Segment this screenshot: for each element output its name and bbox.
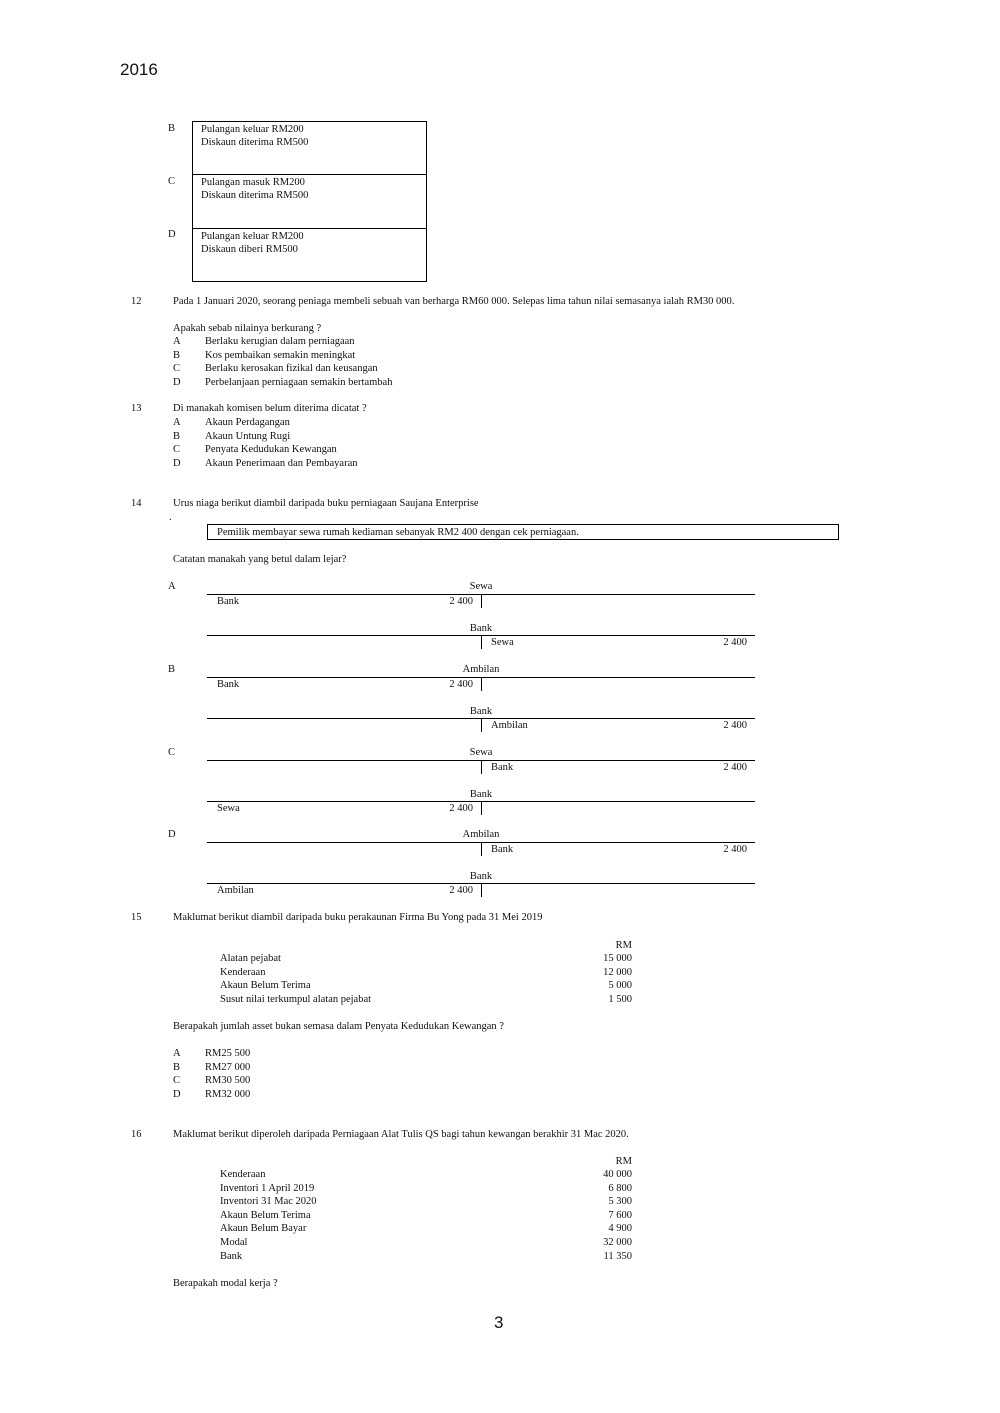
option-text: Berlaku kerugian dalam perniagaan xyxy=(205,336,355,347)
q14-option-a-letter: A xyxy=(168,581,176,592)
q15-question: Berapakah jumlah asset bukan semasa dalam Penyata Kedudukan Kewangan ? xyxy=(173,1021,504,1032)
q16-item-amount: 5 300 xyxy=(608,1196,632,1208)
q12-option-d[interactable] xyxy=(173,376,392,390)
option-text: Akaun Untung Rugi xyxy=(205,430,291,442)
ledger-account-title: Bank xyxy=(469,871,493,882)
q15-text: Maklumat berikut diambil daripada buku perakaunan Firma Bu Yong pada 31 Mei 2019 xyxy=(173,912,543,923)
q16-item-label: Kenderaan xyxy=(220,1169,266,1180)
ledger-divider xyxy=(481,884,482,897)
option-text: Penyata Kedudukan Kewangan xyxy=(205,444,337,456)
q14-dot: . xyxy=(169,512,172,523)
q11-option-c-letter: C xyxy=(168,176,176,187)
q16-currency-header: RM xyxy=(615,1156,632,1167)
ledger-divider xyxy=(481,761,482,774)
q13-question: Di manakah komisen belum diterima dicatat ? xyxy=(173,403,367,414)
q14-option-b-letter: B xyxy=(168,664,176,675)
q16-item-label: Inventori 31 Mac 2020 xyxy=(220,1196,317,1208)
option-text: Akaun Perdagangan xyxy=(205,417,290,428)
option-text: RM30 500 xyxy=(205,1075,251,1087)
ledger-debit-label: Sewa xyxy=(217,803,240,814)
q16-number: 16 xyxy=(131,1129,142,1140)
option-text: RM27 000 xyxy=(205,1061,251,1073)
option-text: Kos pembaikan semakin meningkat xyxy=(205,349,356,361)
q11-option-c-line2: Diskaun diterima RM500 xyxy=(201,190,309,201)
ledger-credit-amount: 2 400 xyxy=(723,762,747,773)
q15-currency-header: RM xyxy=(615,940,632,951)
q14-option-d-letter: D xyxy=(168,829,176,840)
ledger-account-title: Bank xyxy=(469,706,493,717)
q13-number: 13 xyxy=(131,403,142,414)
q15-item-label: Kenderaan xyxy=(220,966,266,978)
option-letter: C xyxy=(173,363,181,375)
option-text: RM25 500 xyxy=(205,1048,251,1059)
q15-item-label: Alatan pejabat xyxy=(220,953,281,964)
ledger-account-title: Ambilan xyxy=(462,829,500,840)
ledger-credit-label: Ambilan xyxy=(491,720,528,731)
ledger-account-title: Ambilan xyxy=(462,664,500,675)
q11-option-c-line1: Pulangan masuk RM200 xyxy=(201,177,305,188)
q12-option-a[interactable] xyxy=(173,335,392,349)
q11-option-d-letter: D xyxy=(168,229,176,240)
q16-item-label: Bank xyxy=(220,1250,243,1262)
q16-question: Berapakah modal kerja ? xyxy=(173,1278,278,1289)
q13-option-c[interactable] xyxy=(173,443,358,457)
ledger-credit-amount: 2 400 xyxy=(723,720,747,731)
q15-item-amount: 15 000 xyxy=(603,953,632,964)
option-letter: C xyxy=(173,444,181,456)
q11-option-b-line1: Pulangan keluar RM200 xyxy=(201,124,304,135)
option-letter: D xyxy=(173,1088,181,1100)
ledger-credit-amount: 2 400 xyxy=(723,844,747,855)
q16-item-label: Inventori 1 April 2019 xyxy=(220,1182,315,1194)
q15-option-c[interactable] xyxy=(173,1074,250,1088)
q14-text: Urus niaga berikut diambil daripada buku perniagaan Saujana Enterprise xyxy=(173,498,479,509)
page-number: 3 xyxy=(494,1313,504,1332)
ledger-account-title: Bank xyxy=(469,789,493,800)
q16-item-amount: 6 800 xyxy=(608,1182,632,1194)
q16-item-amount: 7 600 xyxy=(608,1209,632,1221)
ledger-divider xyxy=(481,719,482,732)
q12-options xyxy=(173,335,392,389)
q12-option-c[interactable] xyxy=(173,362,392,376)
q11-option-d-box[interactable] xyxy=(192,228,427,282)
q14-question: Catatan manakah yang betul dalam lejar? xyxy=(173,554,347,565)
q15-item-amounts xyxy=(572,952,632,1006)
q15-options xyxy=(173,1047,250,1101)
option-letter: B xyxy=(173,1061,181,1073)
q15-option-b[interactable] xyxy=(173,1061,250,1075)
q13-option-a[interactable] xyxy=(173,416,358,430)
q16-item-amount: 11 350 xyxy=(603,1250,632,1262)
q14-number: 14 xyxy=(131,498,142,509)
q13-option-b[interactable] xyxy=(173,430,358,444)
option-letter: A xyxy=(173,336,181,347)
header-year: 2016 xyxy=(120,60,158,79)
ledger-credit-label: Bank xyxy=(491,762,514,773)
option-text: Perbelanjaan perniagaan semakin bertambah xyxy=(205,376,393,388)
ledger-debit-amount: 2 400 xyxy=(449,885,473,896)
ledger-credit-amount: 2 400 xyxy=(723,637,747,648)
ledger-debit-label: Bank xyxy=(217,596,240,607)
q15-number: 15 xyxy=(131,912,142,923)
q16-item-amount: 32 000 xyxy=(603,1236,632,1248)
q11-option-d-line2: Diskaun diberi RM500 xyxy=(201,244,298,255)
ledger-debit-amount: 2 400 xyxy=(449,679,473,690)
ledger-credit-label: Bank xyxy=(491,844,514,855)
option-letter: A xyxy=(173,1048,181,1059)
q14-option-c-letter: C xyxy=(168,747,176,758)
q16-item-label: Modal xyxy=(220,1236,248,1248)
q16-text: Maklumat berikut diperoleh daripada Perniagaan Alat Tulis QS bagi tahun kewangan berakhir 31 Mac 2020. xyxy=(173,1129,629,1140)
q15-item-amount: 1 500 xyxy=(608,993,632,1005)
q15-option-d[interactable] xyxy=(173,1088,250,1102)
q13-option-d[interactable] xyxy=(173,457,358,471)
q15-item-label: Akaun Belum Terima xyxy=(220,980,311,992)
q15-item-amount: 5 000 xyxy=(608,980,632,992)
option-text: RM32 000 xyxy=(205,1088,251,1100)
ledger-debit-label: Bank xyxy=(217,679,240,690)
q16-item-amount: 4 900 xyxy=(608,1223,632,1235)
option-text: Akaun Penerimaan dan Pembayaran xyxy=(205,457,358,469)
option-letter: D xyxy=(173,376,181,388)
q15-item-label: Susut nilai terkumpul alatan pejabat xyxy=(220,993,372,1005)
option-letter: A xyxy=(173,417,181,428)
ledger-account-title: Sewa xyxy=(469,581,493,592)
q16-item-label: Akaun Belum Bayar xyxy=(220,1223,307,1235)
ledger-divider xyxy=(481,678,482,691)
q11-option-b-letter: B xyxy=(168,123,176,134)
option-letter: B xyxy=(173,349,181,361)
q15-item-labels xyxy=(220,952,371,1006)
ledger-credit-label: Sewa xyxy=(491,637,514,648)
q15-item-amount: 12 000 xyxy=(603,966,632,978)
q16-item-amount: 40 000 xyxy=(603,1169,632,1180)
q14-transaction-text: Pemilik membayar sewa rumah kediaman sebanyak RM2 400 dengan cek perniagaan. xyxy=(217,527,579,538)
q11-option-d-line1: Pulangan keluar RM200 xyxy=(201,231,304,242)
ledger-divider xyxy=(481,595,482,608)
ledger-divider xyxy=(481,636,482,649)
ledger-debit-label: Ambilan xyxy=(217,885,254,896)
ledger-account-title: Bank xyxy=(469,623,493,634)
q16-item-amounts xyxy=(572,1168,632,1263)
ledger-account-title: Sewa xyxy=(469,747,493,758)
q11-option-b-box[interactable] xyxy=(192,121,427,175)
q12-option-b[interactable] xyxy=(173,349,392,363)
option-letter: B xyxy=(173,430,181,442)
q13-options xyxy=(173,416,358,470)
option-letter: C xyxy=(173,1075,181,1087)
q11-option-c-box[interactable] xyxy=(192,174,427,229)
q12-question: Apakah sebab nilainya berkurang ? xyxy=(173,323,322,334)
q15-option-a[interactable] xyxy=(173,1047,250,1061)
option-letter: D xyxy=(173,457,181,469)
q12-number: 12 xyxy=(131,296,142,307)
ledger-divider xyxy=(481,802,482,815)
q14-transaction-box xyxy=(207,524,839,540)
q11-option-b-line2: Diskaun diterima RM500 xyxy=(201,137,309,148)
q16-item-labels xyxy=(220,1168,317,1263)
ledger-divider xyxy=(481,843,482,856)
option-text: Berlaku kerosakan fizikal dan keusangan xyxy=(205,363,378,375)
ledger-debit-amount: 2 400 xyxy=(449,596,473,607)
q16-item-label: Akaun Belum Terima xyxy=(220,1209,311,1221)
q12-text: Pada 1 Januari 2020, seorang peniaga membeli sebuah van berharga RM60 000. Selepas lima tahun nilai semasanya ialah RM30 000. xyxy=(173,296,735,307)
ledger-debit-amount: 2 400 xyxy=(449,803,473,814)
